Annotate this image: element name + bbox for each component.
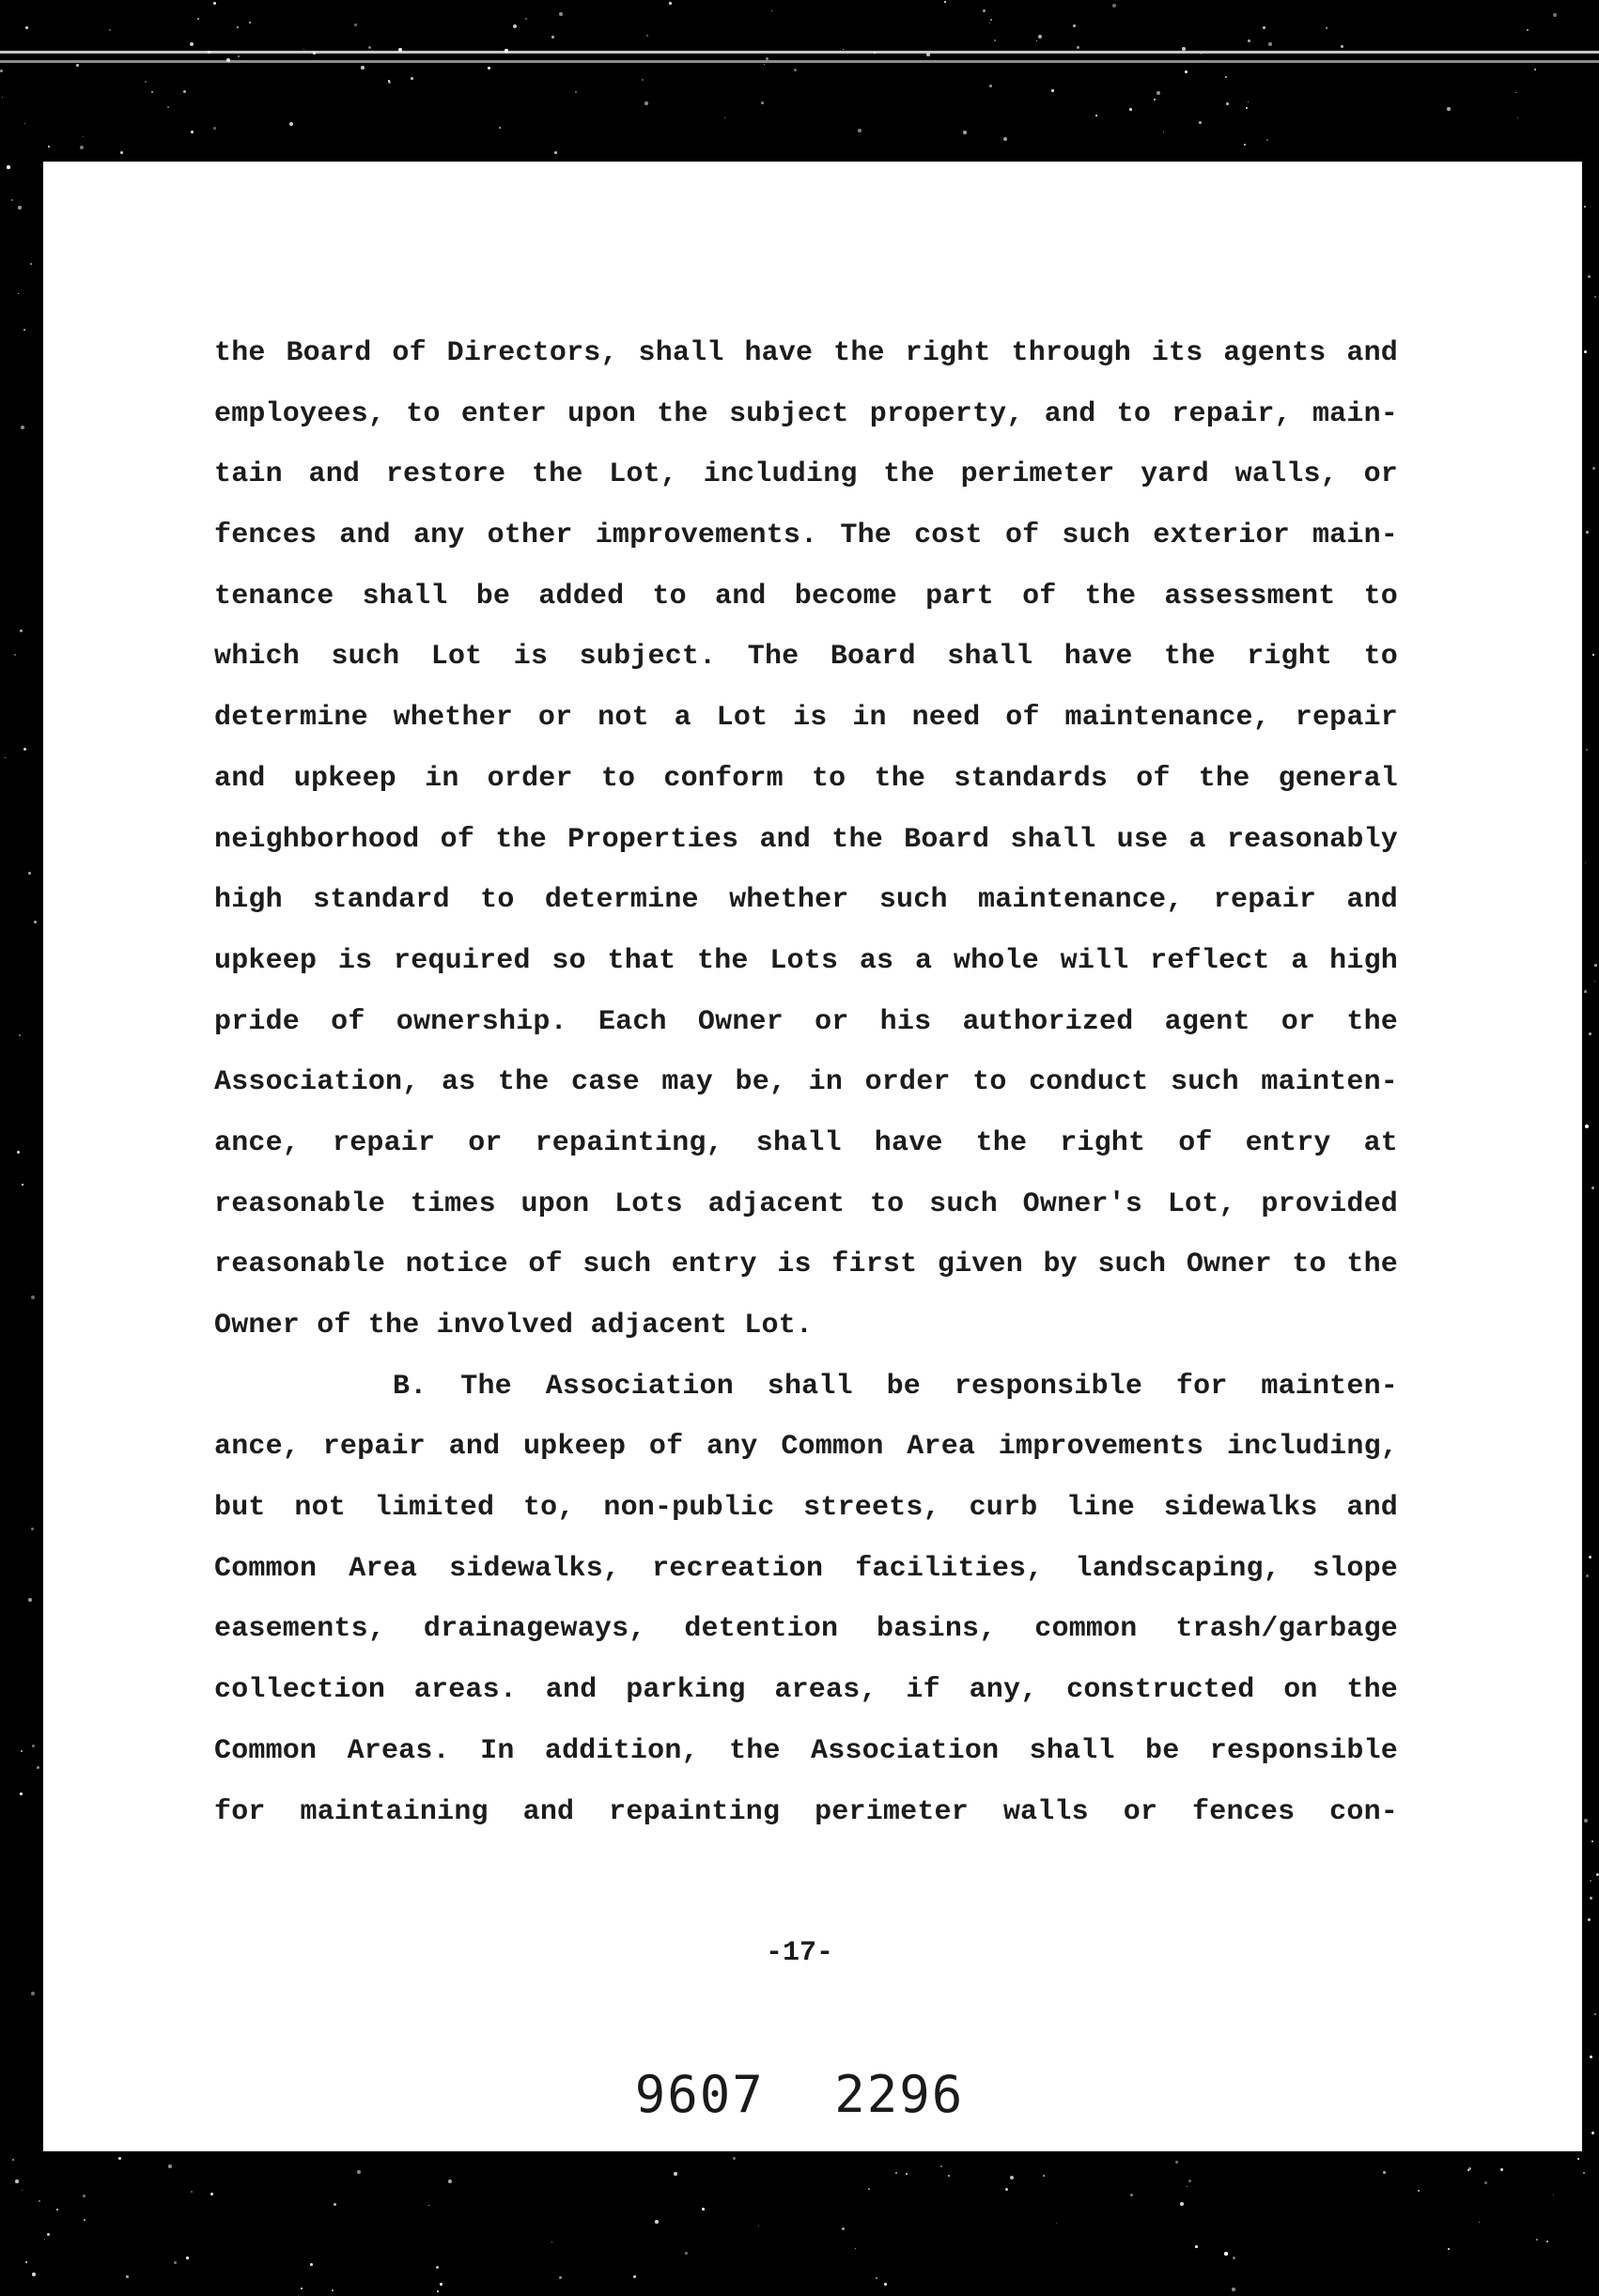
noise-speck (25, 26, 28, 29)
text-line: fences and any other improvements. The cost of such exterior main- (214, 520, 1398, 552)
noise-speck (1588, 275, 1591, 278)
noise-speck (310, 2263, 313, 2266)
noise-speck (559, 12, 563, 16)
noise-speck (513, 24, 517, 28)
noise-speck (669, 2, 672, 5)
noise-speck (1341, 45, 1343, 48)
noise-speck (1383, 2171, 1386, 2174)
noise-speck (868, 2188, 870, 2190)
noise-speck (145, 81, 147, 83)
noise-speck (843, 49, 844, 50)
text-line: neighborhood of the Properties and the Board shall use a reasonably (214, 823, 1398, 856)
text-line: collection areas. and parking areas, if any, constructed on the (214, 1674, 1398, 1707)
noise-speck (895, 2172, 897, 2174)
noise-speck (855, 2248, 856, 2249)
noise-speck (906, 2173, 908, 2175)
noise-speck (411, 77, 413, 80)
noise-speck (1448, 2248, 1450, 2250)
noise-speck (174, 2261, 177, 2264)
noise-speck (1592, 467, 1595, 470)
noise-speck (1594, 296, 1596, 298)
noise-speck (876, 2277, 877, 2279)
noise-speck (1590, 1880, 1591, 1882)
noise-speck (183, 90, 186, 93)
text-line: which such Lot is subject. The Board shall have the right to (214, 641, 1398, 674)
noise-speck (361, 66, 365, 70)
noise-speck (1188, 2180, 1191, 2182)
noise-speck (766, 57, 768, 60)
noise-speck (1077, 46, 1079, 49)
noise-speck (191, 131, 194, 133)
noise-speck (28, 872, 31, 875)
noise-speck (32, 2273, 36, 2276)
noise-speck (1185, 70, 1188, 73)
noise-speck (940, 2165, 942, 2167)
noise-speck (191, 2191, 193, 2193)
noise-speck (1233, 2257, 1235, 2259)
noise-speck (334, 2203, 336, 2206)
text-line: tenance shall be added to and become part of the assessment to (214, 580, 1398, 613)
noise-speck (226, 58, 230, 62)
noise-speck (944, 1, 946, 3)
noise-speck (884, 2283, 887, 2286)
noise-speck (1594, 981, 1595, 982)
text-line: reasonable notice of such entry is first given by such Owner to the (214, 1249, 1398, 1281)
noise-speck (733, 2157, 736, 2160)
noise-speck (1590, 1897, 1592, 1900)
text-line: reasonable times upon Lots adjacent to such Owner's Lot, provided (214, 1187, 1398, 1220)
noise-speck (47, 2233, 50, 2236)
noise-speck (20, 1792, 23, 1795)
noise-speck (23, 329, 25, 331)
noise-speck (1005, 2188, 1008, 2191)
noise-speck (1095, 115, 1097, 116)
noise-speck (437, 2290, 439, 2292)
noise-speck (1175, 2161, 1178, 2164)
noise-speck (151, 91, 153, 93)
noise-speck (761, 101, 764, 104)
noise-speck (1447, 107, 1451, 111)
noise-speck (1130, 2194, 1133, 2196)
noise-speck (1244, 144, 1246, 146)
noise-speck (428, 2205, 429, 2206)
noise-speck (17, 1151, 20, 1154)
noise-speck (559, 2276, 562, 2279)
noise-speck (644, 101, 648, 105)
noise-speck (874, 52, 876, 54)
noise-speck (1056, 2223, 1057, 2224)
noise-speck (289, 122, 293, 126)
noise-speck (30, 263, 32, 265)
noise-speck (1515, 92, 1516, 93)
noise-speck (1586, 749, 1588, 751)
noise-speck (1591, 2132, 1594, 2134)
noise-speck (525, 18, 527, 20)
noise-speck (237, 26, 239, 28)
noise-speck (1038, 35, 1042, 39)
page-number: -17- (765, 1937, 833, 1969)
paragraph-b-start: B. The Association shall be responsible for mainten- (393, 1370, 1398, 1403)
noise-speck (80, 146, 84, 149)
noise-speck (21, 1750, 23, 1752)
noise-speck (15, 2180, 19, 2183)
noise-speck (197, 18, 199, 20)
noise-speck (186, 2257, 189, 2259)
noise-speck (83, 136, 84, 137)
noise-speck (56, 2209, 58, 2211)
noise-speck (18, 293, 19, 294)
noise-speck (1592, 654, 1594, 656)
noise-speck (1263, 26, 1265, 29)
noise-speck (39, 2200, 40, 2202)
noise-speck (1073, 24, 1076, 27)
noise-speck (20, 629, 23, 632)
noise-speck (1500, 2168, 1503, 2171)
noise-speck (213, 2, 216, 5)
noise-speck (1180, 2202, 1184, 2206)
noise-speck (994, 39, 996, 41)
text-line: but not limited to, non-public streets, curb line sidewalks and (214, 1492, 1398, 1525)
noise-speck (1326, 27, 1327, 29)
noise-speck (642, 79, 644, 81)
noise-speck (440, 2283, 442, 2286)
noise-speck (1187, 2186, 1188, 2187)
noise-speck (1591, 1840, 1593, 1842)
noise-speck (1594, 964, 1597, 967)
text-line: determine whether or not a Lot is in need of maintenance, repair (214, 702, 1398, 735)
noise-speck (109, 29, 111, 31)
noise-speck (1585, 862, 1586, 863)
noise-speck (1546, 2241, 1548, 2242)
noise-speck (794, 69, 797, 71)
noise-speck (575, 91, 577, 93)
noise-speck (168, 2164, 172, 2168)
noise-speck (1585, 1125, 1589, 1128)
noise-speck (1584, 350, 1587, 353)
noise-speck (1591, 1187, 1594, 1189)
text-line: Common Areas. In addition, the Association shall be responsible (214, 1734, 1398, 1767)
noise-speck (963, 131, 967, 134)
noise-speck (1129, 108, 1132, 111)
noise-speck (22, 1184, 23, 1186)
noise-speck (167, 106, 169, 108)
noise-speck (5, 757, 6, 758)
noise-speck (1586, 531, 1589, 534)
noise-speck (983, 9, 986, 12)
noise-speck (655, 2220, 659, 2224)
noise-speck (18, 206, 22, 209)
noise-speck (21, 426, 24, 429)
noise-speck (118, 2157, 121, 2160)
noise-speck (32, 1745, 35, 1747)
noise-speck (646, 35, 648, 37)
scan-border-line-top (0, 51, 1599, 54)
text-line: ance, repair or repainting, shall have the right of entry at (214, 1126, 1398, 1159)
noise-speck (76, 64, 79, 67)
noise-speck (28, 1598, 32, 1602)
noise-speck (1268, 42, 1272, 46)
noise-speck (702, 2208, 705, 2211)
noise-speck (37, 1766, 39, 1769)
noise-speck (388, 80, 390, 82)
noise-speck (24, 123, 25, 124)
noise-speck (1232, 2288, 1235, 2291)
noise-speck (249, 22, 251, 23)
noise-speck (764, 64, 765, 65)
noise-speck (1553, 13, 1557, 17)
noise-speck (488, 67, 490, 70)
noise-speck (1266, 139, 1268, 141)
noise-speck (210, 2193, 213, 2195)
noise-speck (120, 151, 123, 154)
body-text (214, 323, 1398, 1842)
noise-speck (990, 19, 992, 21)
noise-speck (22, 2190, 23, 2191)
noise-speck (190, 42, 194, 46)
recording-stamp: 9607 2296 (634, 2065, 965, 2124)
noise-speck (948, 2175, 950, 2177)
noise-speck (1527, 29, 1529, 31)
noise-speck (11, 199, 13, 201)
noise-speck (505, 49, 508, 53)
noise-speck (126, 2275, 129, 2278)
noise-speck (357, 2170, 361, 2174)
noise-speck (1225, 76, 1227, 78)
noise-speck (1199, 121, 1202, 124)
noise-speck (303, 49, 304, 50)
noise-speck (989, 85, 992, 87)
noise-speck (1584, 1819, 1588, 1823)
noise-speck (1418, 2190, 1420, 2192)
noise-speck (1588, 1918, 1591, 1921)
noise-speck (398, 48, 402, 52)
noise-speck (368, 46, 371, 49)
text-line: high standard to determine whether such maintenance, repair and (214, 884, 1398, 917)
noise-speck (31, 1528, 34, 1530)
noise-speck (436, 2266, 439, 2269)
noise-speck (1154, 99, 1156, 101)
noise-speck (1248, 39, 1250, 42)
text-line: tain and restore the Lot, including the perimeter yard walls, or (214, 458, 1398, 491)
noise-speck (1594, 2013, 1596, 2015)
noise-speck (1577, 2158, 1579, 2160)
noise-speck (448, 2180, 452, 2183)
noise-speck (1590, 2056, 1592, 2058)
noise-speck (1584, 206, 1586, 208)
noise-speck (1010, 2176, 1014, 2180)
noise-speck (213, 127, 216, 130)
noise-speck (238, 55, 240, 57)
noise-speck (1248, 101, 1249, 102)
noise-speck (1534, 69, 1536, 70)
noise-speck (31, 1295, 35, 1299)
noise-speck (633, 2275, 636, 2278)
noise-speck (1112, 4, 1116, 8)
noise-speck (926, 53, 930, 56)
noise-speck (1586, 1575, 1589, 1577)
noise-speck (1224, 2252, 1228, 2256)
noise-speck (332, 2289, 334, 2291)
text-line: easements, drainageways, detention basins, common trash/garbage (214, 1613, 1398, 1646)
noise-speck (724, 117, 725, 118)
noise-speck (551, 36, 554, 39)
text-line: Owner of the involved adjacent Lot. (214, 1310, 814, 1342)
noise-speck (23, 748, 26, 751)
text-line: the Board of Directors, shall have the right through its agents and (214, 337, 1398, 369)
noise-speck (771, 10, 772, 11)
noise-speck (7, 165, 10, 169)
noise-speck (1536, 2239, 1538, 2241)
noise-speck (1517, 117, 1518, 118)
text-line: employees, to enter upon the subject property, and to repair, main- (214, 397, 1398, 430)
noise-speck (25, 2261, 27, 2263)
noise-speck (1479, 2222, 1480, 2223)
text-line: Association, as the case may be, in order to conduct such mainten- (214, 1066, 1398, 1099)
noise-speck (1051, 89, 1054, 92)
text-line: and upkeep in order to conform to the standards of the general (214, 762, 1398, 795)
noise-speck (0, 70, 3, 72)
noise-speck (44, 2239, 45, 2240)
noise-speck (1584, 990, 1587, 993)
noise-speck (1036, 40, 1037, 41)
noise-speck (1195, 2245, 1198, 2248)
noise-speck (1246, 107, 1248, 109)
noise-speck (674, 2172, 677, 2176)
noise-speck (1157, 91, 1160, 95)
noise-speck (208, 51, 210, 54)
noise-speck (685, 2252, 688, 2255)
noise-speck (31, 1992, 35, 1995)
noise-speck (1589, 1032, 1591, 1035)
noise-speck (1589, 1556, 1591, 1559)
noise-speck (1226, 102, 1229, 105)
noise-speck (313, 52, 316, 54)
noise-speck (84, 2219, 85, 2221)
text-line: upkeep is required so that the Lots as a whole will reflect a high (214, 944, 1398, 977)
noise-speck (301, 2288, 303, 2289)
noise-speck (83, 2195, 85, 2197)
noise-speck (1484, 2181, 1487, 2184)
noise-speck (1468, 2167, 1471, 2170)
noise-speck (19, 1034, 21, 1036)
noise-speck (1583, 2172, 1585, 2174)
noise-speck (354, 23, 357, 26)
noise-speck (1043, 2175, 1045, 2177)
noise-speck (12, 2159, 14, 2161)
text-line: Common Area sidewalks, recreation facilities, landscaping, slope (214, 1552, 1398, 1585)
noise-speck (2, 97, 3, 98)
noise-speck (858, 129, 862, 132)
noise-speck (34, 921, 37, 923)
scan-border-line-second (0, 60, 1599, 63)
noise-speck (554, 151, 557, 154)
noise-speck (14, 654, 16, 656)
text-line: ance, repair and upkeep of any Common Area improvements including, (214, 1431, 1398, 1464)
noise-speck (842, 2227, 845, 2230)
text-line: for maintaining and repainting perimeter walls or fences con- (214, 1795, 1398, 1828)
noise-speck (1003, 137, 1007, 141)
noise-speck (1182, 47, 1186, 51)
text-line: pride of ownership. Each Owner or his authorized agent or the (214, 1005, 1398, 1038)
noise-speck (48, 146, 50, 147)
noise-speck (499, 127, 501, 129)
